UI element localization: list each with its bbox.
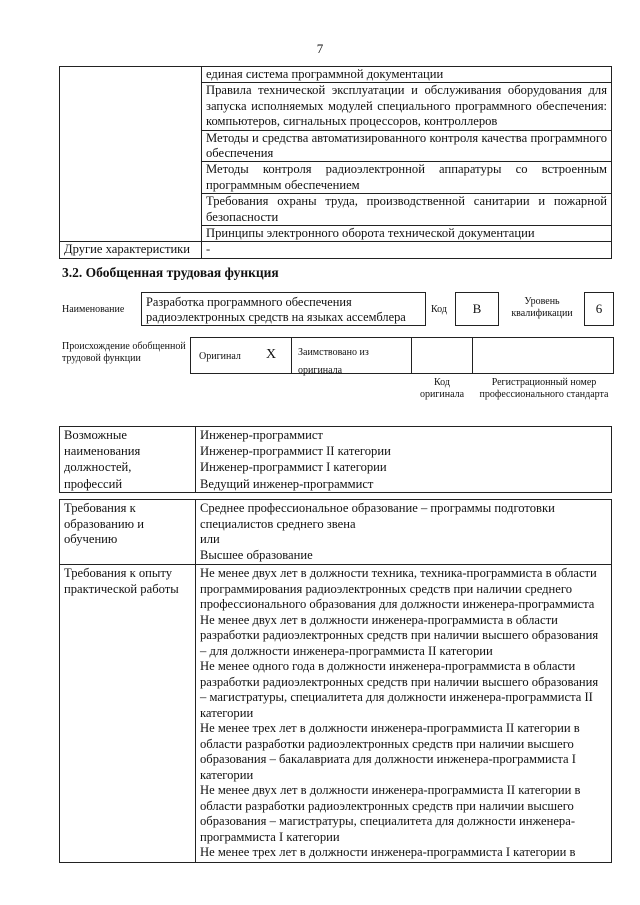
list-item: Не менее двух лет в должности техника, техника-программиста в области программирования радиоэлектронных средств при наличии среднего профессионального образования для должности инженера-программиста <box>200 566 597 611</box>
list-item: Ведущий инженер-программист <box>200 476 374 491</box>
level-value: 6 <box>584 292 614 326</box>
list-item: Инженер-программист <box>200 428 323 442</box>
list-item: или <box>200 532 220 546</box>
origin-regnum-cell <box>472 337 614 374</box>
table-row: Методы контроля радиоэлектронной аппаратуры со встроенным программным обеспечением <box>202 162 612 194</box>
borrowed-cell <box>291 337 412 374</box>
table-row: Правила технической эксплуатации и обслуживания оборудования для запуска исполняемых модулей специального программного обеспечения: компьютеров, сигнальных процессоров, контроллеров <box>202 83 612 130</box>
original-mark: X <box>266 347 277 362</box>
code-value: B <box>455 292 499 326</box>
experience-value <box>196 565 612 863</box>
education-value <box>196 500 612 565</box>
list-item: Среднее профессиональное образование – программы подготовки специалистов среднего звена <box>200 501 555 531</box>
education-label: Требования к образованию и обучению <box>60 500 196 565</box>
requirements-table <box>59 499 612 863</box>
positions-list <box>196 427 612 493</box>
origin-code-cell <box>411 337 473 374</box>
other-characteristics-label: Другие характеристики <box>60 242 202 258</box>
original-cell <box>190 337 292 374</box>
page-number: 7 <box>316 41 324 56</box>
name-value: Разработка программного обеспечения радиоэлектронных средств на языках ассемблера <box>141 292 426 326</box>
code-caption: Код оригинала <box>419 377 465 400</box>
level-label: Уровень квалификации <box>511 296 573 319</box>
name-label: Наименование <box>62 304 125 315</box>
list-item: Не менее двух лет в должности инженера-программиста в области разработки радиоэлектронных средств при наличии высшего образования – для должности инженера-программиста II категории <box>200 612 599 658</box>
list-item: Не менее трех лет в должности инженера-программиста II категории в области разработки радиоэлектронных средств при наличии высшего образования – бакалавриата для должности инженера-программиста I категории <box>200 721 580 782</box>
list-item: Высшее образование <box>200 547 313 562</box>
regnum-caption: Регистрационный номер профессионального стандарта <box>479 377 609 400</box>
origin-label: Происхождение обобщенной трудовой функции <box>62 341 186 364</box>
positions-table <box>59 426 612 493</box>
section-heading: 3.2. Обобщенная трудовая функция <box>62 265 279 280</box>
original-label: Оригинал <box>199 351 241 362</box>
positions-label: Возможные наименования должностей, профессий <box>60 427 196 493</box>
code-label: Код <box>431 304 447 315</box>
other-characteristics-value: - <box>202 242 612 258</box>
table-row: единая система программной документации <box>202 67 612 83</box>
table-row: Требования охраны труда, производственной санитарии и пожарной безопасности <box>202 194 612 226</box>
list-item: Не менее трех лет в должности инженера-программиста I категории в <box>200 845 576 859</box>
experience-label: Требования к опыту практической работы <box>60 565 196 863</box>
list-item: Не менее одного года в должности инженера-программиста в области разработки радиоэлектронных средств при наличии высшего образования – магистратуры, специалитета для должности инженера-программиста II категории <box>200 659 599 720</box>
table-row: Методы и средства автоматизированного контроля качества программного обеспечения <box>202 130 612 162</box>
knowledge-table <box>59 66 612 259</box>
list-item: Инженер-программист II категории <box>200 444 391 459</box>
table-cell-empty <box>60 67 202 242</box>
borrowed-label: Заимствовано из оригинала <box>298 347 369 376</box>
list-item: Не менее двух лет в должности инженера-программиста II категории в области разработки радиоэлектронных средств при наличии высшего образования – магистратуры, специалитета для должности инженера-программиста I категории <box>200 783 581 844</box>
table-row: Принципы электронного оборота технической документации <box>202 226 612 242</box>
list-item: Инженер-программист I категории <box>200 460 387 475</box>
